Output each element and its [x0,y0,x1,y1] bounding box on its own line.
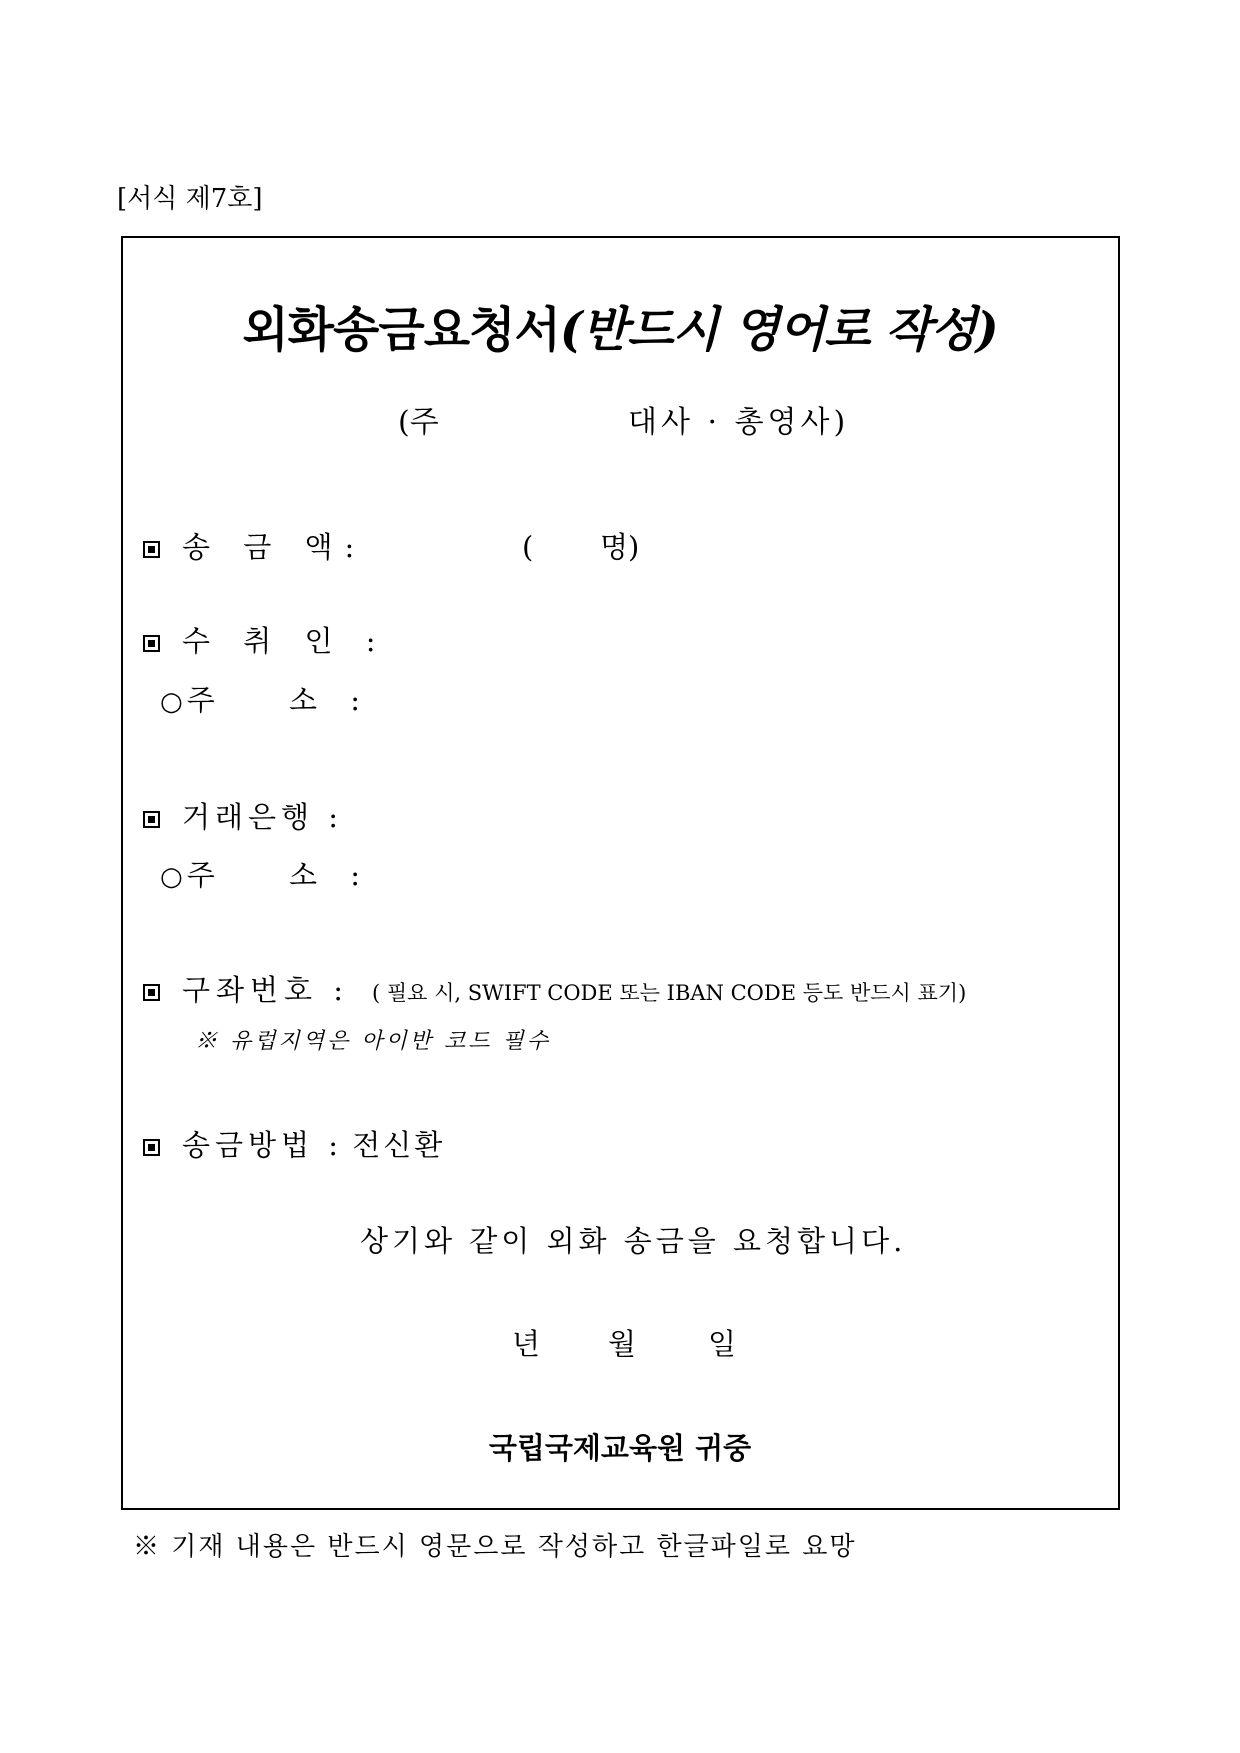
title-main: 외화송금요청서 [242,302,560,358]
address-label-left: 주 [186,683,215,717]
form-title [0,302,1240,358]
account-label: 구좌번호 : [182,973,350,1007]
checkbox-square-icon [143,811,160,828]
method-label: 송금방법 : [182,1128,344,1162]
checkbox-square-icon [143,984,160,1001]
account-note: ※ 유럽지역은 아이반 코드 필수 [195,1029,551,1054]
amount-row [143,530,367,564]
bank-label: 거래은행 : [182,800,344,834]
date-year: 년 [512,1327,541,1361]
date-day: 일 [708,1327,737,1361]
date-month: 월 [608,1327,637,1361]
recipient-row [143,624,388,658]
embassy-open: (주 [398,405,439,440]
form-number: [서식 제7호] [117,184,263,214]
address-label-left: 주 [186,858,215,892]
bank-row [143,800,344,834]
recipient-address-label-right: 소 : [289,683,373,717]
request-statement: 상기와 같이 외화 송금을 요청합니다. [360,1224,907,1258]
amount-label: 송 금 액: [182,530,367,564]
title-sub: (반드시 영어로 작성) [559,302,998,358]
footer-note: ※ 기재 내용은 반드시 영문으로 작성하고 한글파일로 요망 [133,1532,857,1562]
account-row [143,973,350,1007]
method-row [143,1128,446,1162]
recipient-address-row [160,683,215,717]
checkbox-square-icon [143,1139,160,1156]
addressee: 국립국제교육원 귀중 [488,1431,752,1465]
bank-address-row [160,858,215,892]
form-frame [121,236,1120,1510]
amount-paren-close: 명) [600,530,640,564]
amount-paren-open: ( [522,530,534,564]
checkbox-square-icon [143,541,160,558]
method-value: 전신환 [352,1128,446,1162]
checkbox-square-icon [143,635,160,652]
bank-address-label-right: 소 : [289,858,373,892]
account-hint: ( 필요 시, SWIFT CODE 또는 IBAN CODE 등도 반드시 표기) [372,981,967,1005]
embassy-close: 대사 · 총영사) [628,405,850,440]
recipient-label: 수 취 인 : [182,624,388,658]
circle-bullet-icon: ○ [160,862,183,892]
circle-bullet-icon: ○ [160,687,183,717]
